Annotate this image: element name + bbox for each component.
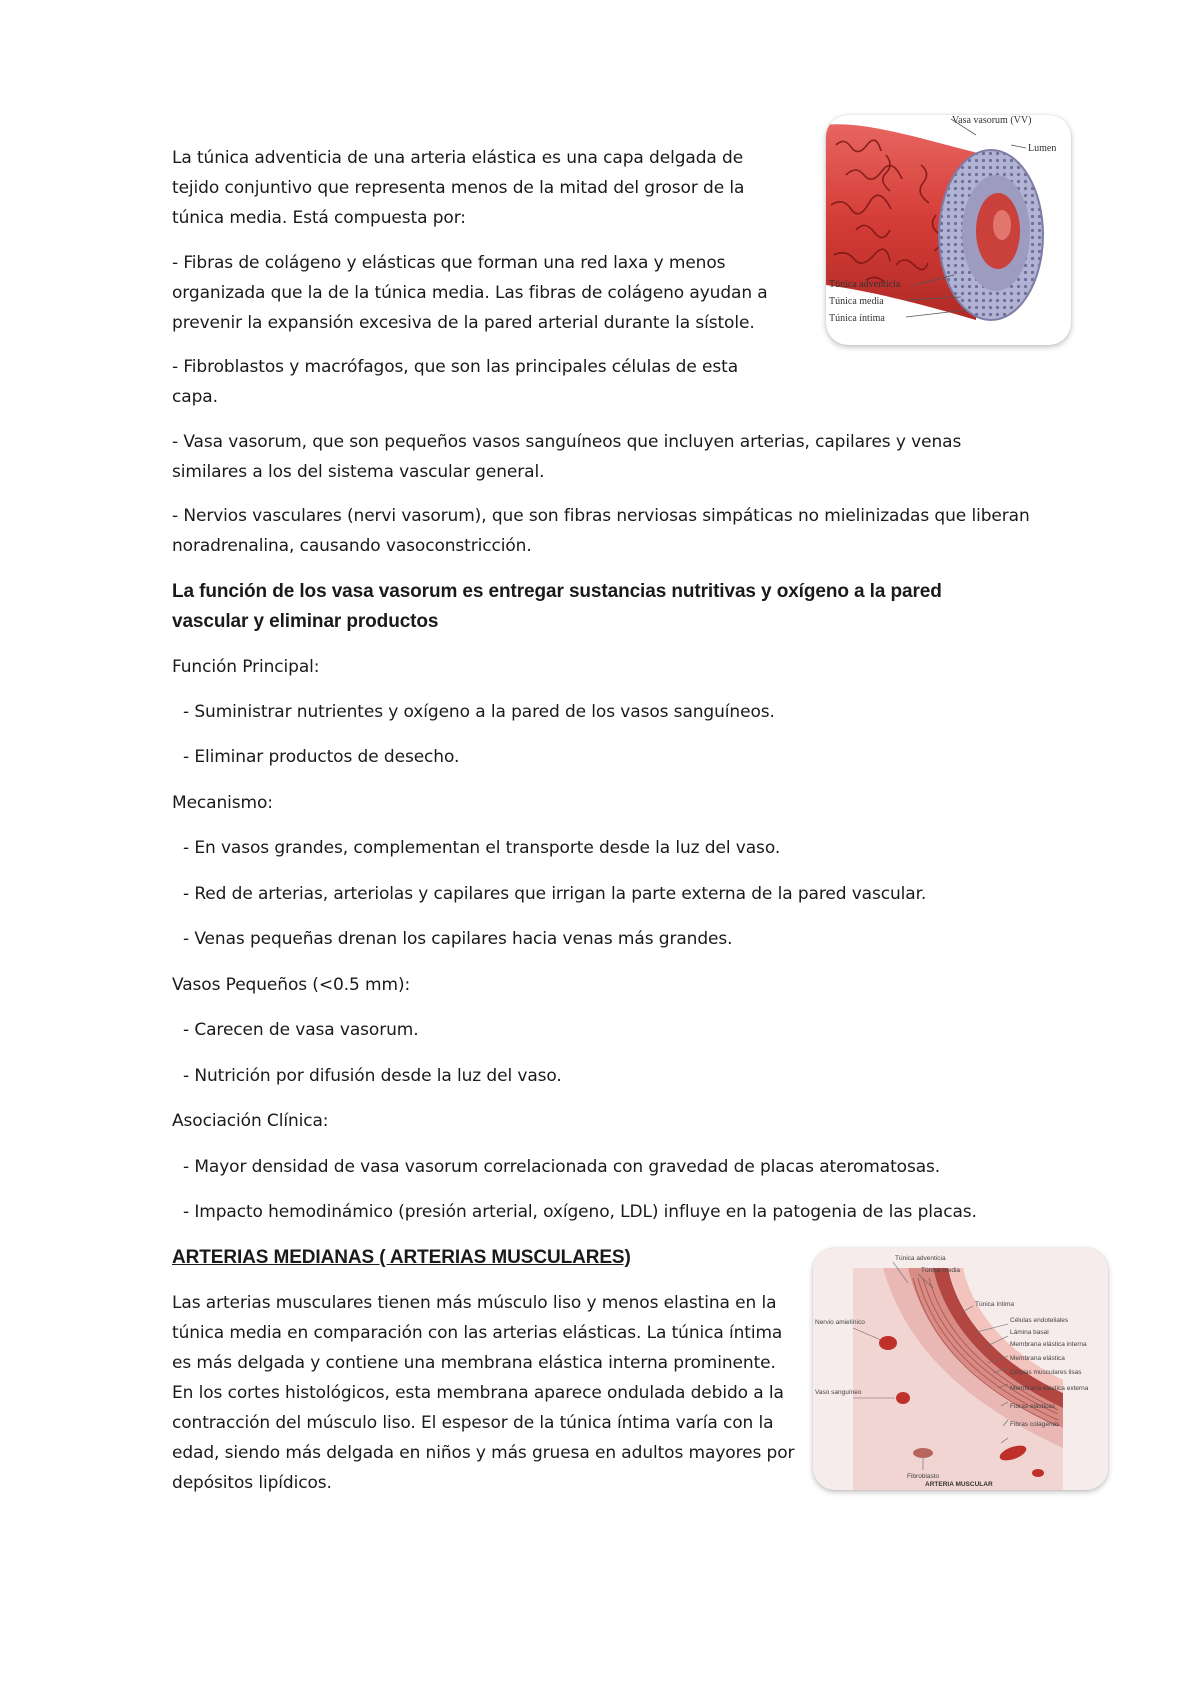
figure2-label-fibroblasto: Fibroblasto [907, 1473, 940, 1480]
pequenos-item-1: - Carecen de vasa vasorum. [183, 1020, 419, 1040]
principal-title: Función Principal: [172, 657, 320, 677]
clinica-title: Asociación Clínica: [172, 1111, 329, 1131]
figure2-label-nervio: Nervio amielínico [815, 1319, 865, 1326]
figure1-label-intima: Túnica íntima [829, 313, 885, 324]
elastic-artery-illustration [826, 115, 1071, 345]
principal-item-2: - Eliminar productos de desecho. [183, 747, 460, 767]
figure2-label-fibras-colagenas: Fibras colágenas [1010, 1421, 1060, 1428]
figure1-label-media: Túnica media [829, 296, 884, 307]
mecanismo-item-2: - Red de arterias, arteriolas y capilares que irrigan la parte externa de la pared vascular. [183, 884, 927, 904]
mecanismo-item-1: - En vasos grandes, complementan el transporte desde la luz del vaso. [183, 838, 781, 858]
pequenos-title: Vasos Pequeños (<0.5 mm): [172, 975, 411, 995]
figure2-label-adventicia: Túnica adventicia [895, 1255, 946, 1262]
figure2-label-musculares: Células musculares lisas [1010, 1369, 1082, 1376]
figure1-label-lumen: Lumen [1028, 143, 1057, 154]
figure2-label-media: Túnica media [921, 1267, 961, 1274]
muscular-artery-figure [813, 1248, 1108, 1490]
medianas-heading: ARTERIAS MEDIANAS ( ARTERIAS MUSCULARES) [172, 1247, 631, 1268]
intro-paragraph-3: - Fibroblastos y macrófagos, que son las principales células de esta capa. [172, 357, 739, 407]
figure2-label-intima: Túnica íntima [975, 1301, 1015, 1308]
clinica-item-2: - Impacto hemodinámico (presión arterial, oxígeno, LDL) influye en la patogenia de las placas. [183, 1202, 977, 1222]
figure2-label-vaso: Vaso sanguíneo [815, 1389, 862, 1396]
figure2-caption: ARTERIA MUSCULAR [925, 1481, 993, 1488]
figure2-label-membrana-elastica: Membrana elástica [1010, 1355, 1065, 1362]
figure2-label-lamina-basal: Lámina basal [1010, 1329, 1049, 1336]
figure2-label-endoteliales: Células endoteliales [1010, 1317, 1069, 1324]
muscular-artery-illustration [813, 1248, 1108, 1490]
mecanismo-item-3: - Venas pequeñas drenan los capilares hacia venas más grandes. [183, 929, 733, 949]
figure1-label-vasa-vasorum: Vasa vasorum (VV) [952, 115, 1032, 126]
figure2-label-fibras-elasticas: Fibras elásticas [1010, 1403, 1056, 1410]
figure2-label-mei: Membrana elástica interna [1010, 1341, 1087, 1348]
intro-paragraph-4: - Vasa vasorum, que son pequeños vasos sanguíneos que incluyen arterias, capilares y venas similares a los del sistema vascular general. [172, 432, 962, 482]
pequenos-item-2: - Nutrición por difusión desde la luz del vaso. [183, 1066, 562, 1086]
elastic-artery-figure [826, 115, 1071, 345]
intro-paragraph-5: - Nervios vasculares (nervi vasorum), que son fibras nerviosas simpáticas no mielinizadas que liberan noradrenalina, causando vasoconstricción. [172, 506, 1030, 556]
intro-paragraph-2: - Fibras de colágeno y elásticas que forman una red laxa y menos organizada que la de la túnica media. Las fibras de colágeno ayudan a prevenir la expansión excesiva de la pared arterial durante la sístole. [172, 253, 768, 333]
function-heading: La función de los vasa vasorum es entregar sustancias nutritivas y oxígeno a la pared vascular y eliminar productos [172, 581, 942, 632]
principal-item-1: - Suministrar nutrientes y oxígeno a la pared de los vasos sanguíneos. [183, 702, 775, 722]
figure2-label-mee: Membrana elástica externa [1010, 1385, 1089, 1392]
intro-paragraph-1: La túnica adventicia de una arteria elástica es una capa delgada de tejido conjuntivo que representa menos de la mitad del grosor de la túnica media. Está compuesta por: [172, 148, 745, 228]
clinica-item-1: - Mayor densidad de vasa vasorum correlacionada con gravedad de placas ateromatosas. [183, 1157, 941, 1177]
medianas-body: Las arterias musculares tienen más músculo liso y menos elastina en la túnica media en comparación con las arterias elásticas. La túnica íntima es más delgada y contiene una membrana elástica interna prominente. En los cortes histológicos, esta membrana aparece ondulada debido a la contracción del músculo liso. El espesor de la túnica íntima varía con la edad, siendo más delgada en niños y más gruesa en adultos mayores por depósitos lipídicos. [172, 1293, 795, 1493]
figure1-label-adventicia: Túnica adventicia [829, 279, 901, 290]
mecanismo-title: Mecanismo: [172, 793, 273, 813]
